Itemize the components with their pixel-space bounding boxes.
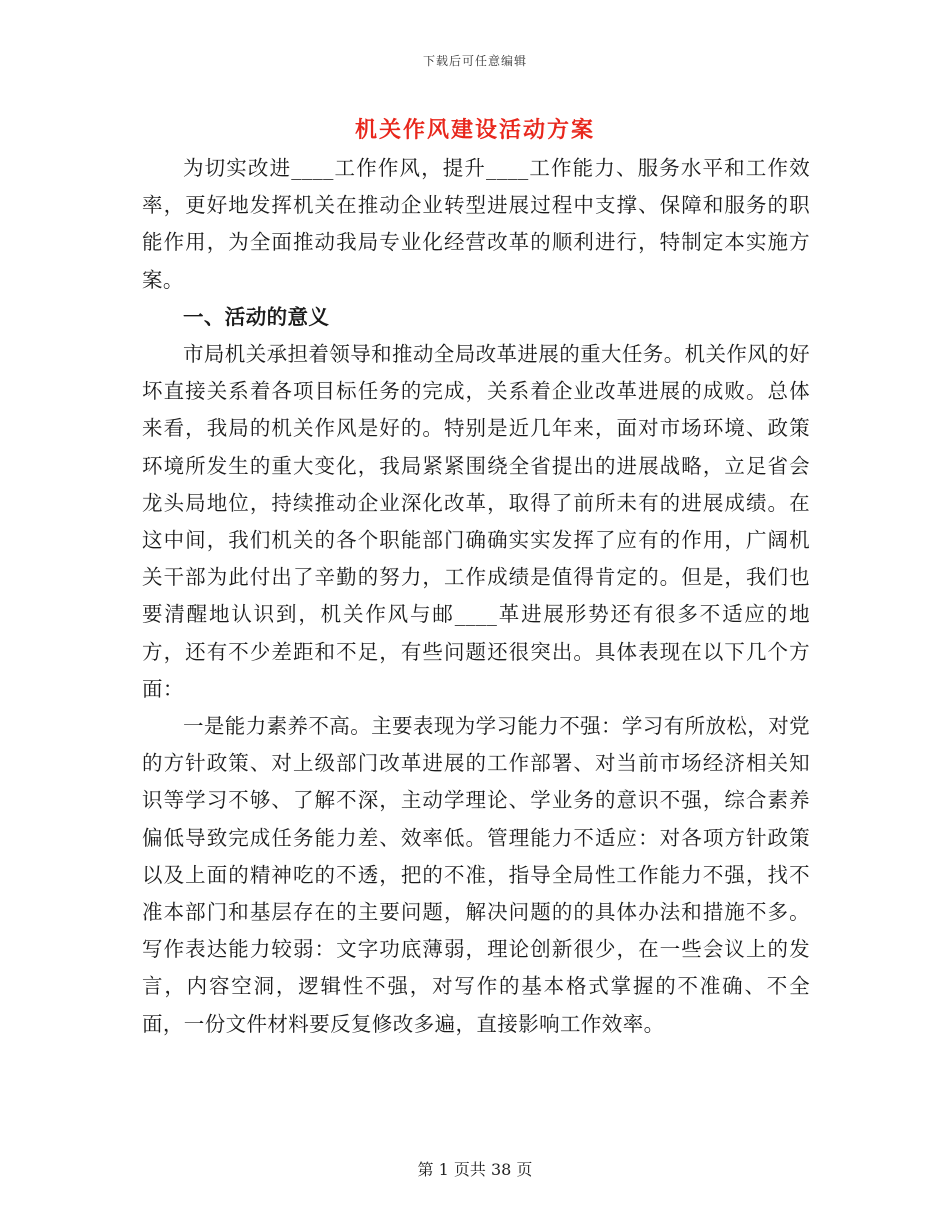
intro-paragraph: 为切实改进____工作作风，提升____工作能力、服务水平和工作效率，更好地发挥机关在推动企业转型进展过程中支撑、保障和服务的职能作用，为全面推动我局专业化经营改革的顺利进行，特制定本实施方案。 xyxy=(142,156,810,292)
page-number: 第 1 页共 38 页 xyxy=(417,1160,533,1179)
document-title: 机关作风建设活动方案 xyxy=(354,117,595,143)
body-paragraph: 市局机关承担着领导和推动全局改革进展的重大任务。机关作风的好坏直接关系着各项目标任务的完成，关系着企业改革进展的成败。总体来看，我局的机关作风是好的。特别是近几年来，面对市场环境、政策环境所发生的重大变化，我局紧紧围绕全省提出的进展战略，立足省会龙头局地位，持续推动企业深化改革，取得了前所未有的进展成绩。在这中间，我们机关的各个职能部门确确实实发挥了应有的作用，广阔机关干部为此付出了辛勤的努力，工作成绩是值得肯定的。但是，我们也要清醒地认识到，机关作风与邮____革进展形势还有很多不适应的地方，还有不少差距和不足，有些问题还很突出。具体表现在以下几个方面： xyxy=(142,342,810,701)
document-body xyxy=(142,150,810,1043)
section-heading: 一、活动的意义 xyxy=(183,304,330,329)
page-header-note: 下载后可任意编辑 xyxy=(422,54,527,68)
body-paragraph: 一是能力素养不高。主要表现为学习能力不强：学习有所放松，对党的方针政策、对上级部门改革进展的工作部署、对当前市场经济相关知识等学习不够、了解不深，主动学理论、学业务的意识不强，综合素养偏低导致完成任务能力差、效率低。管理能力不适应：对各项方针政策以及上面的精神吃的不透，把的不准，指导全局性工作能力不强，找不准本部门和基层存在的主要问题，解决问题的的具体办法和措施不多。写作表达能力较弱：文字功底薄弱，理论创新很少，在一些会议上的发言，内容空洞，逻辑性不强，对写作的基本格式掌握的不准确、不全面，一份文件材料要反复修改多遍，直接影响工作效率。 xyxy=(142,714,810,1036)
